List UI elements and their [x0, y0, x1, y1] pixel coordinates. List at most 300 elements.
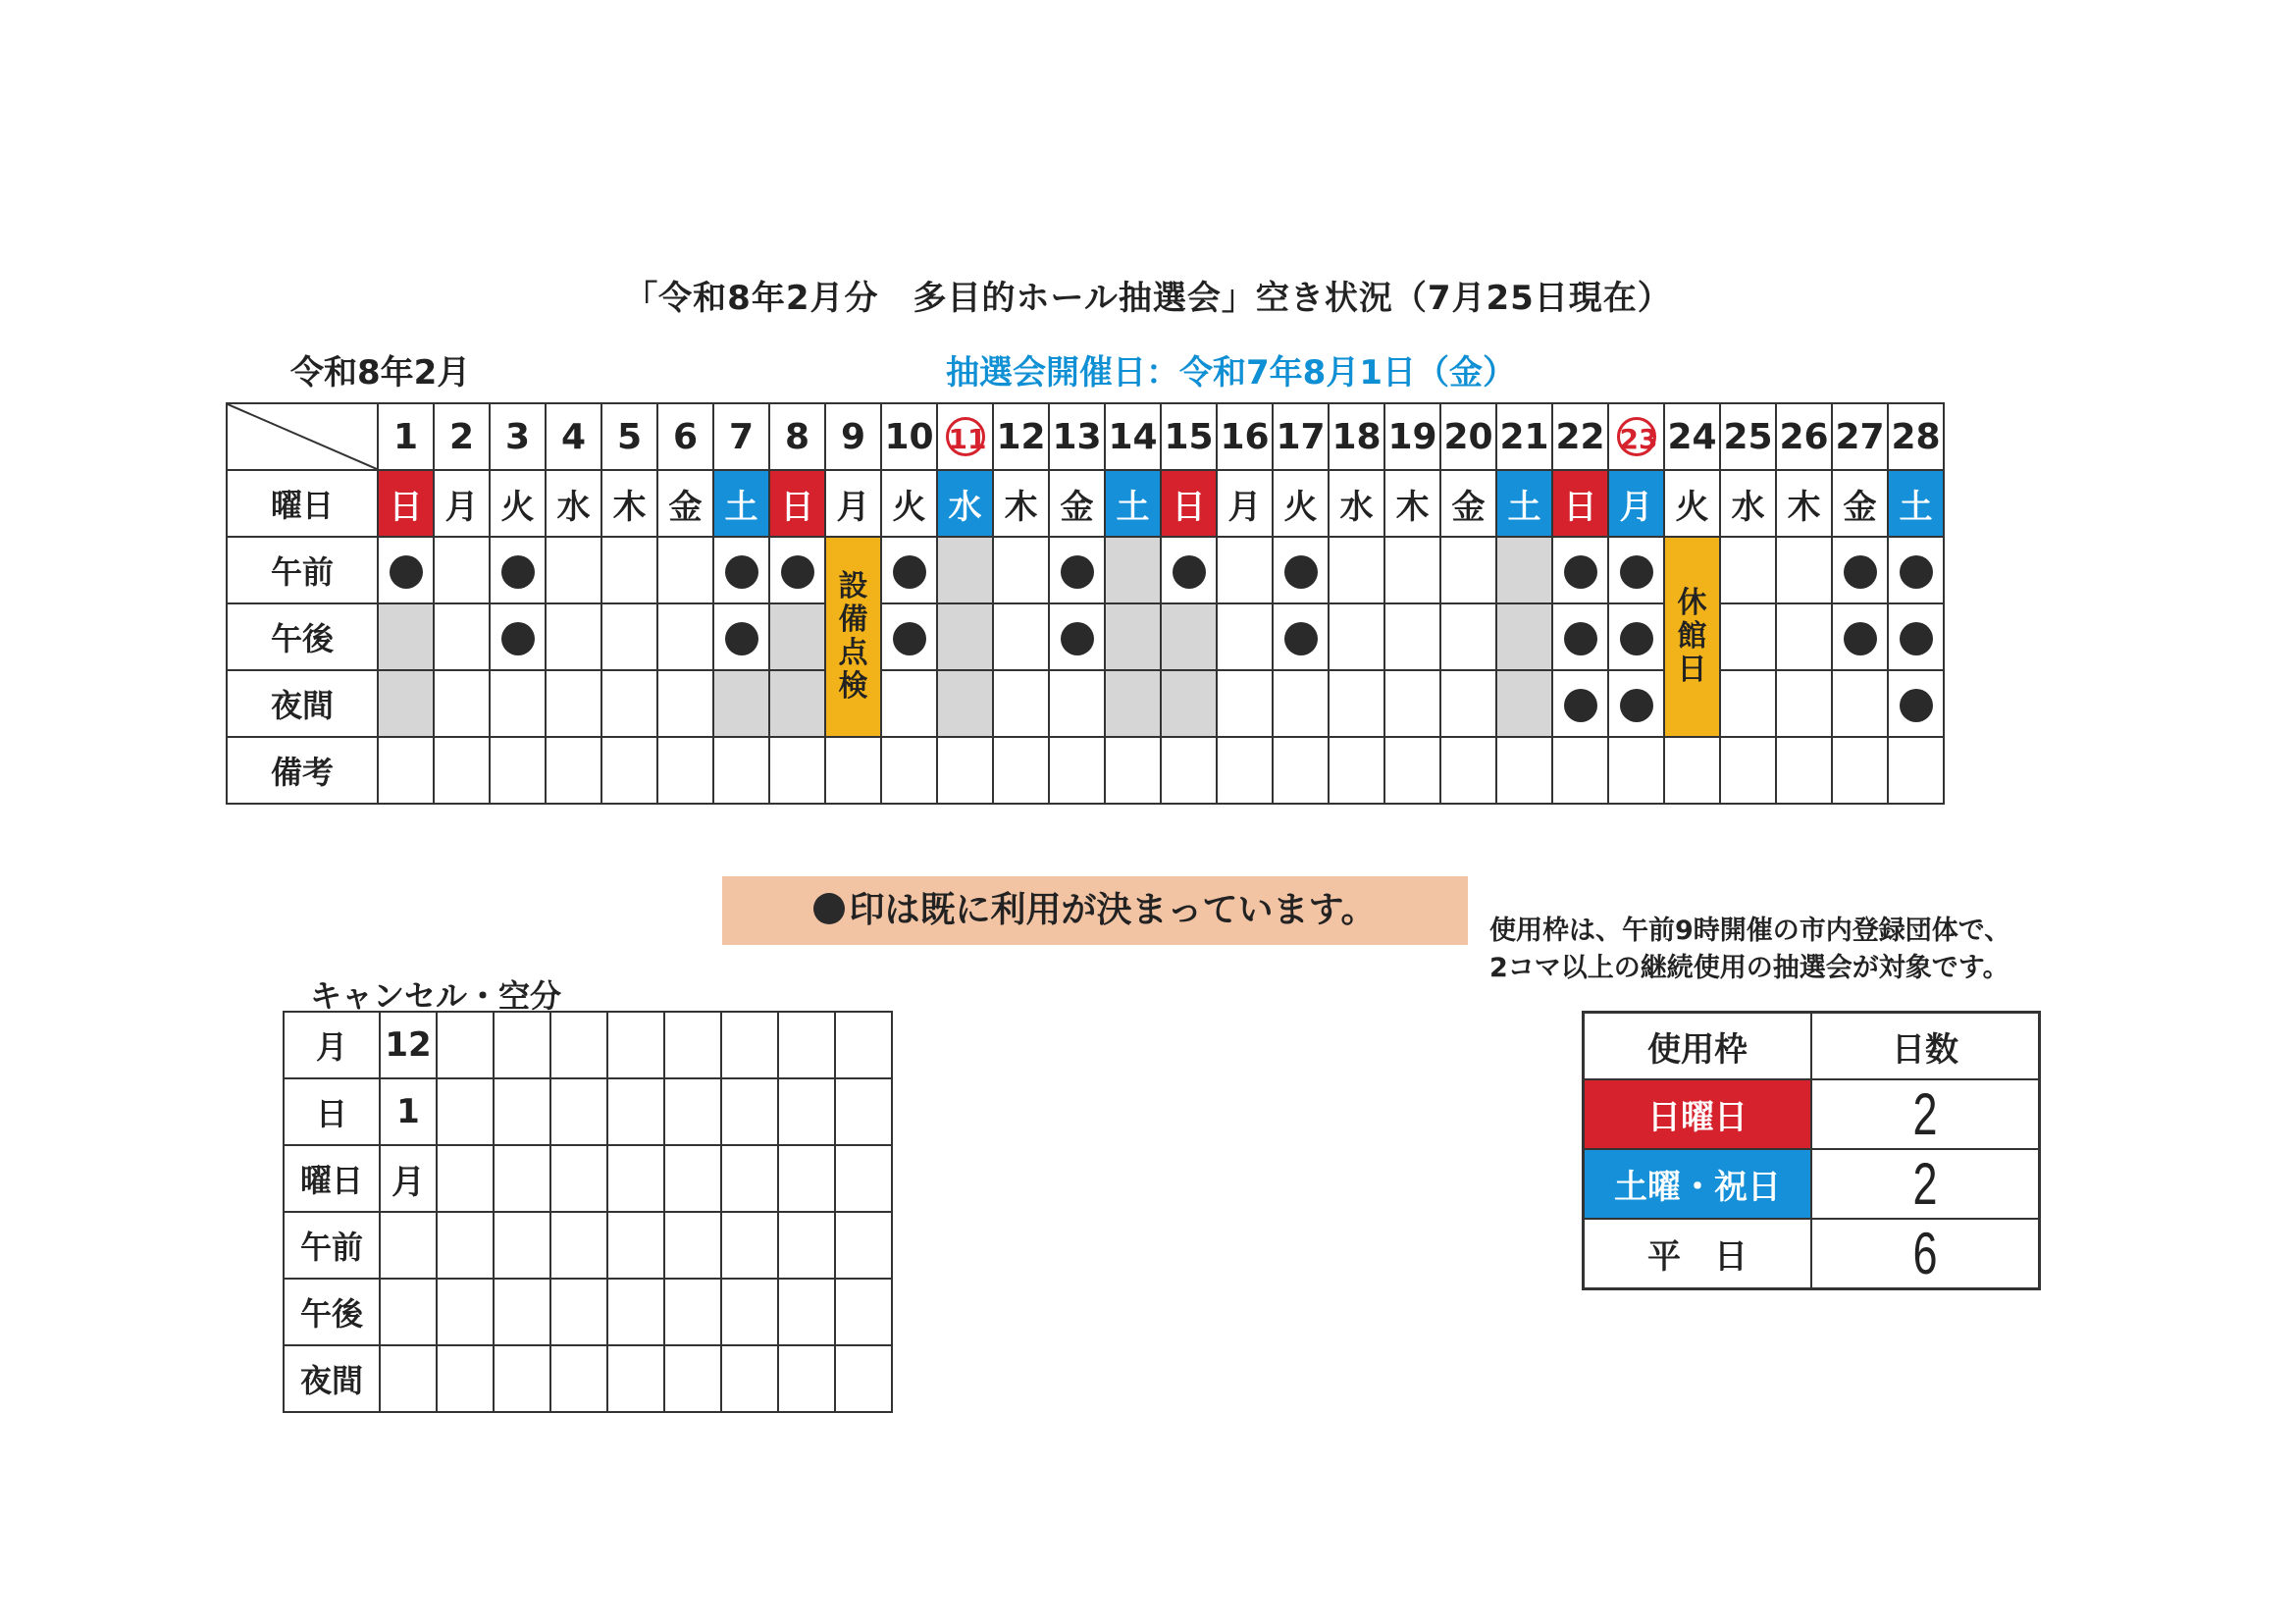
day-number-cell	[378, 403, 434, 470]
slot-cell	[546, 537, 601, 603]
quota-value: 6	[1840, 1219, 2010, 1289]
cancel-cell	[437, 1279, 494, 1345]
slot-cell	[546, 670, 601, 737]
cancel-cell	[494, 1078, 550, 1145]
slot-cell	[1720, 603, 1776, 670]
day-number: 3	[504, 416, 531, 457]
remarks-cell	[1161, 737, 1217, 804]
quota-value: 2	[1840, 1149, 2010, 1219]
weekday-cell: 火	[1664, 470, 1720, 537]
slot-cell	[1496, 670, 1552, 737]
weekday-cell: 金	[1440, 470, 1496, 537]
slot-cell	[1608, 603, 1664, 670]
slot-cell	[881, 603, 937, 670]
quota-label-saturday-holiday: 土曜・祝日	[1584, 1149, 1812, 1219]
remarks-cell	[378, 737, 434, 804]
slot-cell	[1161, 670, 1217, 737]
notice-banner	[722, 876, 1468, 945]
cancel-cell	[607, 1279, 664, 1345]
cancel-cell	[437, 1145, 494, 1212]
event-label: 休館日	[1677, 586, 1707, 687]
remarks-cell	[490, 737, 546, 804]
slot-cell	[1105, 603, 1161, 670]
slot-cell	[490, 537, 546, 603]
remarks-cell	[993, 737, 1049, 804]
booked-dot-icon	[1844, 622, 1877, 655]
quota-label-weekday: 平 日	[1584, 1219, 1812, 1289]
slot-cell	[378, 603, 434, 670]
cancel-cell	[778, 1078, 835, 1145]
booked-dot-icon	[1284, 555, 1318, 589]
day-number: 27	[1835, 416, 1885, 457]
booked-dot-icon	[893, 622, 926, 655]
booked-dot-icon	[501, 555, 535, 589]
cancel-cell	[835, 1345, 892, 1412]
day-number: 9	[840, 416, 866, 457]
cancel-cell	[494, 1279, 550, 1345]
cancel-cell	[664, 1212, 721, 1279]
booked-dot-icon	[1061, 622, 1094, 655]
page-title: 「令和8年2月分 多目的ホール抽選会」空き状況（7月25日現在）	[624, 279, 1672, 318]
slot-cell	[769, 603, 825, 670]
slot-cell	[993, 603, 1049, 670]
slot-cell	[1776, 537, 1832, 603]
cancel-cell	[835, 1078, 892, 1145]
day-number: 6	[672, 416, 699, 457]
cancel-row	[284, 1078, 892, 1145]
day-number-cell	[1217, 403, 1273, 470]
day-number-cell	[1608, 403, 1664, 470]
cancel-cell	[550, 1078, 607, 1145]
slot-cell	[1888, 537, 1944, 603]
remarks-row	[227, 737, 1944, 804]
booked-dot-icon	[1900, 555, 1933, 589]
weekday-cell: 日	[1161, 470, 1217, 537]
day-number: 23	[1617, 417, 1656, 456]
cancel-cell	[437, 1012, 494, 1078]
day-number: 1	[392, 416, 419, 457]
slot-cell	[1496, 603, 1552, 670]
weekday-cell: 木	[1776, 470, 1832, 537]
cancel-cell	[437, 1345, 494, 1412]
cancel-cell	[835, 1279, 892, 1345]
slot-cell	[1161, 537, 1217, 603]
day-number-cell	[1329, 403, 1384, 470]
availability-calendar	[226, 402, 1945, 805]
slot-cell	[546, 603, 601, 670]
remarks-cell	[1217, 737, 1273, 804]
cancel-row	[284, 1212, 892, 1279]
row-header-weekday: 曜日	[227, 470, 378, 537]
lottery-date: 抽選会開催日：令和7年8月1日（金）	[946, 353, 1516, 393]
day-number: 2	[448, 416, 475, 457]
slot-cell	[1384, 537, 1440, 603]
quota-header-slot: 使用枠	[1584, 1013, 1812, 1080]
weekday-cell: 月	[1217, 470, 1273, 537]
cancel-cell	[664, 1345, 721, 1412]
slot-cell	[1384, 670, 1440, 737]
cancel-cell	[778, 1345, 835, 1412]
slot-cell	[1329, 537, 1384, 603]
slot-cell	[657, 670, 713, 737]
booked-dot-icon	[813, 893, 845, 924]
slot-cell	[490, 670, 546, 737]
usage-note-line: 2コマ以上の継続使用の抽選会が対象です。	[1489, 953, 2009, 983]
day-number-cell	[434, 403, 490, 470]
cancel-cell	[607, 1012, 664, 1078]
weekday-cell: 木	[1384, 470, 1440, 537]
cancel-cell	[721, 1145, 778, 1212]
day-number-cell	[769, 403, 825, 470]
event-label: 設備点検	[838, 569, 868, 704]
day-number: 17	[1276, 416, 1326, 457]
slot-cell	[1608, 537, 1664, 603]
quota-row	[1584, 1149, 2040, 1219]
slot-cell	[434, 670, 490, 737]
remarks-cell	[1832, 737, 1888, 804]
cancel-cell	[494, 1212, 550, 1279]
day-number: 12	[996, 416, 1046, 457]
remarks-cell	[546, 737, 601, 804]
booked-dot-icon	[501, 622, 535, 655]
slot-cell	[1273, 670, 1329, 737]
slot-cell	[378, 670, 434, 737]
cancel-cell: 12	[380, 1012, 437, 1078]
cancel-cell	[778, 1012, 835, 1078]
day-number-cell	[1888, 403, 1944, 470]
am-row	[227, 537, 1944, 603]
booked-dot-icon	[1173, 555, 1206, 589]
slot-cell	[1049, 537, 1105, 603]
day-number-cell	[713, 403, 769, 470]
cancel-row	[284, 1279, 892, 1345]
slot-cell	[937, 603, 993, 670]
day-number: 4	[560, 416, 587, 457]
weekday-cell: 水	[546, 470, 601, 537]
event-cell	[1664, 537, 1720, 737]
event-cell	[825, 537, 881, 737]
remarks-cell	[1496, 737, 1552, 804]
slot-cell	[601, 603, 657, 670]
remarks-cell	[1384, 737, 1440, 804]
slot-cell	[1776, 603, 1832, 670]
remarks-cell	[1776, 737, 1832, 804]
cancel-row	[284, 1145, 892, 1212]
row-header-pm: 午後	[227, 603, 378, 670]
day-number: 25	[1723, 416, 1773, 457]
cancel-cell	[778, 1279, 835, 1345]
day-number-cell	[881, 403, 937, 470]
booked-dot-icon	[1564, 689, 1597, 722]
remarks-cell	[769, 737, 825, 804]
weekday-cell: 火	[1273, 470, 1329, 537]
day-number: 21	[1499, 416, 1549, 457]
notice-text: 印は既に利用が決まっています。	[849, 890, 1377, 930]
day-number: 8	[784, 416, 810, 457]
cancel-cell	[550, 1145, 607, 1212]
remarks-cell	[1105, 737, 1161, 804]
slot-cell	[1720, 670, 1776, 737]
day-number: 15	[1164, 416, 1214, 457]
remarks-cell	[1888, 737, 1944, 804]
day-number-cell	[1776, 403, 1832, 470]
booked-dot-icon	[1900, 689, 1933, 722]
slot-cell	[1384, 603, 1440, 670]
month-label: 令和8年2月	[290, 353, 471, 393]
booked-dot-icon	[1061, 555, 1094, 589]
slot-cell	[993, 537, 1049, 603]
remarks-cell	[1664, 737, 1720, 804]
slot-cell	[1329, 603, 1384, 670]
cancel-cell	[721, 1212, 778, 1279]
row-header-remarks: 備考	[227, 737, 378, 804]
quota-table	[1582, 1011, 2041, 1290]
cancel-cell	[437, 1078, 494, 1145]
remarks-cell	[713, 737, 769, 804]
slot-cell	[601, 537, 657, 603]
slot-cell	[769, 670, 825, 737]
day-number-cell	[1496, 403, 1552, 470]
day-number-cell	[1105, 403, 1161, 470]
remarks-cell	[1552, 737, 1608, 804]
cancel-row-header: 午後	[284, 1279, 380, 1345]
cancel-cell	[494, 1145, 550, 1212]
day-number: 19	[1387, 416, 1437, 457]
row-header-am: 午前	[227, 537, 378, 603]
day-number: 10	[884, 416, 934, 457]
corner-cell	[227, 403, 378, 470]
weekday-cell: 土	[713, 470, 769, 537]
cancel-cell	[664, 1012, 721, 1078]
weekday-cell: 日	[769, 470, 825, 537]
slot-cell	[434, 537, 490, 603]
slot-cell	[1329, 670, 1384, 737]
weekday-cell: 水	[937, 470, 993, 537]
weekday-cell: 月	[825, 470, 881, 537]
remarks-cell	[937, 737, 993, 804]
weekday-cell: 月	[434, 470, 490, 537]
cancel-cell	[380, 1345, 437, 1412]
cancel-cell	[778, 1212, 835, 1279]
weekday-cell: 土	[1105, 470, 1161, 537]
cancel-cell	[494, 1345, 550, 1412]
remarks-cell	[1329, 737, 1384, 804]
cancel-cell	[380, 1212, 437, 1279]
slot-cell	[1888, 670, 1944, 737]
day-number-row	[227, 403, 1944, 470]
cancel-row-header: 曜日	[284, 1145, 380, 1212]
slot-cell	[713, 603, 769, 670]
slot-cell	[657, 603, 713, 670]
diagonal-line-icon	[228, 404, 377, 469]
booked-dot-icon	[1564, 555, 1597, 589]
day-number-cell	[1440, 403, 1496, 470]
slot-cell	[1217, 603, 1273, 670]
slot-cell	[1552, 537, 1608, 603]
booked-dot-icon	[893, 555, 926, 589]
quota-header-row	[1584, 1013, 2040, 1080]
slot-cell	[1440, 537, 1496, 603]
day-number-cell	[490, 403, 546, 470]
cancel-cell	[550, 1279, 607, 1345]
booked-dot-icon	[1620, 689, 1653, 722]
slot-cell	[1105, 670, 1161, 737]
weekday-cell: 金	[1049, 470, 1105, 537]
cancel-cell	[550, 1212, 607, 1279]
slot-cell	[1217, 670, 1273, 737]
booked-dot-icon	[725, 622, 758, 655]
weekday-cell: 水	[1720, 470, 1776, 537]
weekday-cell: 木	[993, 470, 1049, 537]
remarks-cell	[1608, 737, 1664, 804]
day-number-cell	[993, 403, 1049, 470]
slot-cell	[1552, 603, 1608, 670]
quota-row	[1584, 1219, 2040, 1289]
day-number-cell	[937, 403, 993, 470]
day-number-cell	[657, 403, 713, 470]
day-number: 28	[1891, 416, 1941, 457]
cancel-cell	[721, 1012, 778, 1078]
slot-cell	[713, 537, 769, 603]
quota-row	[1584, 1079, 2040, 1149]
day-number-cell	[1664, 403, 1720, 470]
usage-note-line: 使用枠は、午前9時開催の市内登録団体で、	[1489, 916, 2011, 946]
weekday-cell: 木	[601, 470, 657, 537]
cancel-table	[283, 1011, 893, 1413]
day-number-cell	[1161, 403, 1217, 470]
slot-cell	[1888, 603, 1944, 670]
cancel-row	[284, 1012, 892, 1078]
day-number-cell	[1384, 403, 1440, 470]
weekday-cell: 土	[1888, 470, 1944, 537]
cancel-cell	[494, 1012, 550, 1078]
slot-cell	[1720, 537, 1776, 603]
weekday-row	[227, 470, 1944, 537]
slot-cell	[1217, 537, 1273, 603]
remarks-cell	[1273, 737, 1329, 804]
cancel-cell	[550, 1345, 607, 1412]
quota-label-sunday: 日曜日	[1584, 1079, 1812, 1149]
cancel-cell	[778, 1145, 835, 1212]
booked-dot-icon	[390, 555, 423, 589]
remarks-cell	[1440, 737, 1496, 804]
cancel-cell	[664, 1279, 721, 1345]
slot-cell	[490, 603, 546, 670]
cancel-row-header: 午前	[284, 1212, 380, 1279]
cancel-cell	[835, 1012, 892, 1078]
day-number-cell	[1552, 403, 1608, 470]
cancel-row-header: 月	[284, 1012, 380, 1078]
slot-cell	[378, 537, 434, 603]
day-number: 26	[1779, 416, 1829, 457]
day-number: 16	[1220, 416, 1270, 457]
cancel-cell	[664, 1078, 721, 1145]
slot-cell	[713, 670, 769, 737]
day-number-cell	[1720, 403, 1776, 470]
remarks-cell	[825, 737, 881, 804]
remarks-cell	[601, 737, 657, 804]
slot-cell	[769, 537, 825, 603]
remarks-cell	[1720, 737, 1776, 804]
cancel-cell	[835, 1212, 892, 1279]
day-number: 5	[616, 416, 643, 457]
cancel-cell: 1	[380, 1078, 437, 1145]
weekday-cell: 火	[881, 470, 937, 537]
cancel-cell	[607, 1145, 664, 1212]
cancel-cell	[607, 1212, 664, 1279]
cancel-cell	[721, 1345, 778, 1412]
slot-cell	[1049, 603, 1105, 670]
cancel-cell	[437, 1212, 494, 1279]
slot-cell	[657, 537, 713, 603]
slot-cell	[1440, 603, 1496, 670]
slot-cell	[881, 537, 937, 603]
day-number: 7	[728, 416, 755, 457]
day-number-cell	[1832, 403, 1888, 470]
day-number-cell	[1049, 403, 1105, 470]
slot-cell	[1832, 603, 1888, 670]
slot-cell	[1105, 537, 1161, 603]
slot-cell	[1496, 537, 1552, 603]
remarks-cell	[657, 737, 713, 804]
slot-cell	[1161, 603, 1217, 670]
weekday-cell: 月	[1608, 470, 1664, 537]
day-number: 24	[1667, 416, 1717, 457]
slot-cell	[937, 537, 993, 603]
cancel-cell	[607, 1078, 664, 1145]
day-number-cell	[825, 403, 881, 470]
weekday-cell: 金	[1832, 470, 1888, 537]
slot-cell	[1776, 670, 1832, 737]
day-number: 14	[1108, 416, 1158, 457]
weekday-cell: 日	[1552, 470, 1608, 537]
quota-header-days: 日数	[1811, 1013, 2040, 1080]
cancel-cell	[550, 1012, 607, 1078]
quota-value: 2	[1840, 1079, 2010, 1149]
slot-cell	[881, 670, 937, 737]
cancel-row-header: 日	[284, 1078, 380, 1145]
cancel-cell	[721, 1279, 778, 1345]
row-header-night: 夜間	[227, 670, 378, 737]
booked-dot-icon	[1620, 622, 1653, 655]
slot-cell	[1273, 537, 1329, 603]
slot-cell	[434, 603, 490, 670]
day-number: 13	[1052, 416, 1102, 457]
remarks-cell	[1049, 737, 1105, 804]
weekday-cell: 火	[490, 470, 546, 537]
day-number: 11	[946, 417, 985, 456]
booked-dot-icon	[781, 555, 814, 589]
day-number: 20	[1443, 416, 1493, 457]
remarks-cell	[881, 737, 937, 804]
cancel-label: キャンセル・空分	[310, 977, 562, 1015]
weekday-cell: 日	[378, 470, 434, 537]
day-number: 22	[1555, 416, 1605, 457]
cancel-row-header: 夜間	[284, 1345, 380, 1412]
cancel-cell	[380, 1279, 437, 1345]
cancel-row	[284, 1345, 892, 1412]
booked-dot-icon	[1564, 622, 1597, 655]
day-number: 18	[1331, 416, 1382, 457]
weekday-cell: 土	[1496, 470, 1552, 537]
slot-cell	[1049, 670, 1105, 737]
booked-dot-icon	[725, 555, 758, 589]
cancel-cell	[607, 1345, 664, 1412]
weekday-cell: 水	[1329, 470, 1384, 537]
slot-cell	[1273, 603, 1329, 670]
slot-cell	[1832, 670, 1888, 737]
cancel-cell	[835, 1145, 892, 1212]
